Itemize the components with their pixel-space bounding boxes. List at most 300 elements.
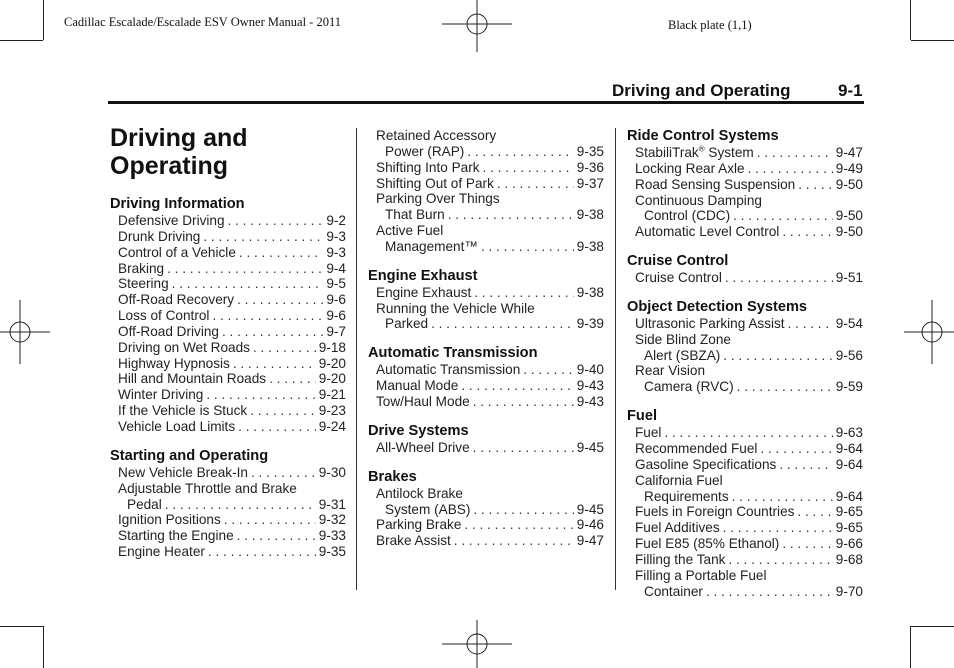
toc-entry-label: Loss of Control (118, 308, 210, 324)
crop-mark-bottom-right (910, 626, 911, 668)
toc-entry (627, 193, 863, 225)
toc-entry-label: Side Blind Zone (635, 331, 731, 347)
toc-section (368, 345, 604, 410)
toc-entry-row (118, 324, 346, 340)
toc-entry-row (635, 520, 863, 536)
toc-page-ref: 9-43 (576, 393, 604, 409)
toc-entry-label: Gasoline Specifications (635, 456, 777, 472)
toc-page-ref: 9-39 (576, 316, 604, 332)
toc-entry (110, 213, 346, 229)
registration-mark-left (0, 300, 50, 364)
toc-page-ref: 9-65 (835, 504, 863, 520)
toc-section (627, 128, 863, 240)
toc-page-ref: 9-2 (326, 213, 346, 228)
toc-entry (110, 465, 346, 481)
leader-dots (497, 176, 574, 192)
toc-entry-label: Driving on Wet Roads (118, 339, 250, 355)
toc-entry-label-cont: Requirements (644, 488, 729, 504)
toc-entry-row (635, 348, 863, 364)
toc-entry (627, 363, 863, 395)
leader-dots (253, 340, 316, 356)
toc-entry-label: If the Vehicle is Stuck (118, 403, 248, 419)
toc-entry-label: Recommended Fuel (635, 440, 758, 456)
toc-entry-row (118, 229, 346, 245)
toc-section-heading: Cruise Control (627, 253, 729, 270)
leader-dots (706, 584, 833, 600)
toc-entry-label: StabiliTrak® System (635, 144, 754, 160)
toc-entry-row (635, 425, 863, 441)
leader-dots (464, 517, 573, 533)
toc-entry-label: Adjustable Throttle and Brake (118, 480, 297, 496)
toc-entry-label: Road Sensing Suspension (635, 176, 796, 192)
page-number: 9-1 (838, 81, 863, 100)
toc-entry (368, 301, 604, 333)
toc-entry-row (118, 245, 346, 261)
toc-entry-row (376, 502, 604, 518)
toc-entry-label: Off-Road Driving (118, 323, 219, 339)
toc-entry-label: Winter Driving (118, 387, 204, 403)
leader-dots (237, 292, 323, 308)
column-divider-2 (615, 128, 616, 590)
crop-mark-top-right-h (911, 40, 954, 41)
toc-entry (627, 473, 863, 505)
toc-entry (627, 520, 863, 536)
toc-page-ref: 9-50 (835, 224, 863, 240)
toc-page-ref: 9-50 (835, 176, 863, 192)
toc-entry (110, 544, 346, 560)
leader-dots (788, 316, 833, 332)
toc-section (368, 423, 604, 456)
toc-column-3 (627, 128, 863, 599)
toc-entry-label: Filling the Tank (635, 551, 726, 567)
toc-entry (110, 261, 346, 277)
toc-section (627, 253, 863, 286)
toc-entry (627, 552, 863, 568)
leader-dots (473, 502, 573, 518)
toc-entry-label: Manual Mode (376, 378, 459, 394)
toc-entry-row (376, 316, 604, 332)
toc-section-heading: Fuel (627, 408, 657, 425)
toc-page-ref: 9-37 (576, 175, 604, 191)
toc-entry-row (118, 465, 346, 481)
toc-page-ref: 9-51 (835, 270, 863, 286)
toc-page-ref: 9-59 (835, 379, 863, 395)
toc-page-ref: 9-65 (835, 520, 863, 536)
toc-entry (110, 229, 346, 245)
leader-dots (797, 504, 832, 520)
leader-dots (782, 224, 832, 240)
toc-page-ref: 9-33 (318, 528, 346, 544)
toc-entry-row (118, 213, 346, 229)
toc-entry (627, 504, 863, 520)
toc-page-ref: 9-38 (576, 207, 604, 223)
crop-mark-top-right (910, 0, 911, 40)
toc-entry (368, 362, 604, 378)
running-header-section: Driving and Operating (612, 81, 791, 100)
toc-entry (627, 441, 863, 457)
leader-dots (467, 144, 573, 160)
toc-entry-row (118, 356, 346, 372)
toc-page-ref: 9-20 (318, 371, 346, 387)
leader-dots (483, 160, 574, 176)
leader-dots (448, 207, 574, 223)
column-divider-1 (356, 128, 357, 590)
toc-entry-label: Fuel Additives (635, 520, 720, 536)
toc-page-ref: 9-64 (835, 488, 863, 504)
toc-entry-label: Automatic Transmission (376, 362, 521, 378)
leader-dots (798, 177, 833, 193)
toc-page-ref: 9-64 (835, 456, 863, 472)
leader-dots (239, 245, 323, 261)
leader-dots (782, 536, 832, 552)
toc-entry (368, 378, 604, 394)
toc-entry (110, 403, 346, 419)
crop-mark-bottom-left (43, 626, 44, 668)
toc-entry-row (376, 440, 604, 456)
toc-page-ref: 9-43 (576, 378, 604, 394)
leader-dots (222, 324, 323, 340)
leader-dots (172, 276, 324, 292)
toc-entry-row (118, 387, 346, 403)
toc-entry-row (376, 533, 604, 549)
toc-column-2 (368, 128, 604, 549)
toc-page-ref: 9-45 (576, 501, 604, 517)
toc-entry (368, 191, 604, 223)
toc-entry (368, 176, 604, 192)
toc-entry (110, 371, 346, 387)
toc-entry (368, 160, 604, 176)
toc-entry (627, 177, 863, 193)
leader-dots (165, 497, 316, 513)
toc-entry (368, 517, 604, 533)
toc-entry-row (118, 261, 346, 277)
toc-entry-label: Tow/Haul Mode (376, 393, 470, 409)
toc-entry-label: Engine Exhaust (376, 284, 472, 300)
toc-entry-row (118, 403, 346, 419)
leader-dots (461, 378, 573, 394)
toc-entry-label-cont: That Burn (385, 207, 445, 223)
leader-dots (454, 533, 574, 549)
toc-page-ref: 9-31 (318, 496, 346, 512)
manual-title: Cadillac Escalade/Escalade ESV Owner Manual - 2011 (64, 15, 341, 29)
toc-entry (627, 316, 863, 332)
leader-dots (251, 465, 316, 481)
toc-page-ref: 9-21 (318, 387, 346, 403)
toc-entry-row (118, 292, 346, 308)
toc-entry-row (376, 394, 604, 410)
registration-mark-right (904, 300, 954, 364)
toc-section-heading: Object Detection Systems (627, 298, 808, 315)
toc-page-ref: 9-20 (318, 355, 346, 371)
toc-section-heading: Drive Systems (368, 422, 469, 439)
toc-section-heading: Brakes (368, 468, 417, 485)
toc-entry-label: Vehicle Load Limits (118, 418, 236, 434)
toc-entry-label: New Vehicle Break-In (118, 464, 248, 480)
toc-section-heading: Engine Exhaust (368, 267, 478, 284)
toc-entry (368, 128, 604, 160)
toc-entry-row (118, 276, 346, 292)
toc-entry (110, 528, 346, 544)
toc-entry (368, 533, 604, 549)
toc-entry-row (118, 528, 346, 544)
toc-entry-label: California Fuel (635, 472, 723, 488)
toc-entry (627, 270, 863, 286)
toc-entry-row (635, 161, 863, 177)
toc-entry-label: Off-Road Recovery (118, 292, 235, 308)
toc-entry-label: Antilock Brake (376, 485, 463, 501)
leader-dots (473, 440, 574, 456)
toc-entry (368, 486, 604, 518)
toc-entry-row (635, 552, 863, 568)
toc-entry-label: Parking Brake (376, 517, 462, 533)
plate-label: Black plate (1,1) (668, 18, 752, 32)
toc-entry-row (118, 308, 346, 324)
toc-entry-label-cont: Pedal (127, 496, 162, 512)
toc-page-ref: 9-38 (576, 238, 604, 254)
leader-dots (725, 270, 833, 286)
toc-page-ref: 9-40 (576, 362, 604, 378)
toc-entry (368, 440, 604, 456)
leader-dots (212, 308, 323, 324)
leader-dots (250, 403, 316, 419)
toc-page-ref: 9-63 (835, 425, 863, 441)
toc-page-ref: 9-6 (326, 308, 346, 324)
toc-entry-label: Ignition Positions (118, 512, 221, 528)
toc-page-ref: 9-54 (835, 315, 863, 331)
toc-entry-label-cont: Management™ (385, 238, 478, 254)
toc-page-ref: 9-45 (576, 439, 604, 455)
toc-section (368, 268, 604, 333)
toc-entry-label: All-Wheel Drive (376, 439, 470, 455)
toc-entry-row (376, 176, 604, 192)
toc-entry-label-cont: Power (RAP) (385, 143, 465, 159)
registration-mark-top (442, 0, 512, 52)
toc-entry-row (635, 208, 863, 224)
leader-dots (737, 379, 833, 395)
toc-entry-label: Fuel E85 (85% Ethanol) (635, 536, 780, 552)
toc-entry (110, 324, 346, 340)
toc-entry-label: Retained Accessory (376, 128, 497, 143)
toc-entry (110, 276, 346, 292)
leader-dots (723, 348, 832, 364)
toc-entry-label-cont: Alert (SBZA) (644, 347, 721, 363)
toc-entry-row (635, 441, 863, 457)
toc-entry (368, 223, 604, 255)
toc-entry-row (635, 177, 863, 193)
leader-dots (224, 512, 316, 528)
toc-entry-row (635, 270, 863, 286)
registered-mark: ® (698, 144, 705, 154)
toc-entry (627, 161, 863, 177)
toc-page-ref: 9-30 (318, 464, 346, 480)
toc-entry-label: Automatic Level Control (635, 224, 780, 240)
toc-page-ref: 9-35 (576, 143, 604, 159)
leader-dots (431, 316, 574, 332)
crop-mark-top-left (43, 0, 44, 40)
leader-dots (203, 229, 323, 245)
toc-entry (627, 425, 863, 441)
toc-page-ref: 9-47 (835, 145, 863, 160)
leader-dots (233, 356, 316, 372)
toc-page-ref: 9-4 (326, 260, 346, 276)
leader-dots (664, 425, 832, 441)
toc-page-ref: 9-68 (835, 551, 863, 567)
toc-entry (368, 285, 604, 301)
toc-entry (110, 356, 346, 372)
toc-entry (627, 145, 863, 161)
toc-entry (627, 332, 863, 364)
toc-entry-label-cont: Container (644, 583, 703, 599)
toc-entry (110, 419, 346, 435)
toc-entry-row (635, 504, 863, 520)
toc-page-ref: 9-32 (318, 512, 346, 528)
toc-column-1 (110, 196, 346, 560)
toc-entry-label-cont: Camera (RVC) (644, 379, 734, 395)
leader-dots (733, 208, 833, 224)
toc-entry (627, 224, 863, 240)
toc-entry (627, 457, 863, 473)
toc-entry-row (376, 285, 604, 301)
toc-section-heading: Ride Control Systems (627, 128, 779, 144)
toc-section (110, 448, 346, 560)
toc-entry-label: Parking Over Things (376, 191, 500, 207)
toc-entry-row (635, 379, 863, 395)
crop-mark-bottom-left-h (0, 626, 43, 627)
toc-entry-label: Hill and Mountain Roads (118, 371, 267, 387)
leader-dots (760, 441, 832, 457)
toc-page-ref: 9-66 (835, 536, 863, 552)
toc-entry (110, 387, 346, 403)
toc-entry-label-cont: Parked (385, 316, 429, 332)
leader-dots (523, 362, 573, 378)
toc-entry-row (376, 517, 604, 533)
toc-page-ref: 9-23 (318, 403, 346, 419)
toc-entry-label: Shifting Out of Park (376, 175, 494, 191)
toc-entry-label: Steering (118, 276, 169, 292)
toc-entry-row (635, 145, 863, 161)
toc-entry-row (376, 362, 604, 378)
crop-mark-top-left-h (0, 40, 43, 41)
toc-page-ref: 9-70 (835, 583, 863, 599)
toc-entry-row (376, 144, 604, 160)
toc-entry (110, 308, 346, 324)
toc-entry-row (635, 224, 863, 240)
toc-entry-row (376, 160, 604, 176)
toc-entry (627, 536, 863, 552)
toc-entry-row (635, 489, 863, 505)
toc-entry-row (118, 371, 346, 387)
toc-page-ref: 9-46 (576, 517, 604, 533)
toc-page-ref: 9-18 (318, 339, 346, 355)
toc-entry-label: Braking (118, 260, 165, 276)
toc-page-ref: 9-50 (835, 208, 863, 224)
toc-entry (110, 512, 346, 528)
toc-entry-label: Fuel (635, 425, 662, 441)
toc-entry-row (118, 419, 346, 435)
toc-entry-row (118, 340, 346, 356)
toc-entry-row (118, 497, 346, 513)
toc-page-ref: 9-36 (576, 159, 604, 175)
leader-dots (728, 552, 832, 568)
leader-dots (228, 213, 324, 229)
toc-entry (627, 568, 863, 600)
toc-entry-row (376, 207, 604, 223)
toc-entry-label: Locking Rear Axle (635, 160, 745, 176)
toc-page-ref: 9-24 (318, 418, 346, 434)
toc-entry-label: Control of a Vehicle (118, 244, 236, 260)
toc-section-heading: Starting and Operating (110, 447, 269, 464)
toc-entry (110, 340, 346, 356)
chapter-title: Driving and Operating (110, 124, 248, 180)
leader-dots (208, 544, 316, 560)
toc-entry-label: Cruise Control (635, 270, 722, 286)
header-rule (108, 101, 864, 104)
toc-entry (110, 292, 346, 308)
leader-dots (238, 419, 316, 435)
toc-entry-row (376, 378, 604, 394)
leader-dots (481, 239, 574, 255)
toc-page-ref: 9-6 (326, 292, 346, 308)
toc-page-ref: 9-3 (326, 244, 346, 260)
toc-entry-label: Brake Assist (376, 533, 451, 549)
toc-entry-row (635, 536, 863, 552)
toc-entry-label: Continuous Damping (635, 192, 762, 208)
leader-dots (206, 387, 315, 403)
toc-entry-row (635, 457, 863, 473)
toc-page-ref: 9-47 (576, 533, 604, 549)
leader-dots (237, 528, 316, 544)
toc-page-ref: 9-38 (576, 284, 604, 300)
toc-entry-row (635, 584, 863, 600)
toc-entry-label: Drunk Driving (118, 228, 201, 244)
registration-mark-bottom (442, 620, 512, 668)
toc-entry-label: Active Fuel (376, 223, 444, 239)
toc-entry-row (376, 239, 604, 255)
toc-entry-label: Shifting Into Park (376, 159, 480, 175)
leader-dots (748, 161, 833, 177)
toc-entry-label: Ultrasonic Parking Assist (635, 315, 785, 331)
leader-dots (723, 520, 833, 536)
toc-page-ref: 9-7 (326, 323, 346, 339)
toc-entry (110, 481, 346, 513)
leader-dots (732, 489, 833, 505)
toc-section (110, 196, 346, 435)
crop-mark-bottom-right-h (911, 626, 954, 627)
leader-dots (779, 457, 832, 473)
toc-page-ref: 9-5 (326, 276, 346, 292)
toc-entry-label: Starting the Engine (118, 528, 234, 544)
toc-entry-label: Fuels in Foreign Countries (635, 504, 795, 520)
toc-entry-label: Rear Vision (635, 363, 706, 379)
toc-page-ref: 9-3 (326, 228, 346, 244)
toc-section (627, 299, 863, 395)
toc-entry-label: Filling a Portable Fuel (635, 567, 767, 583)
toc-entry-row (635, 316, 863, 332)
toc-entry-label: Engine Heater (118, 544, 205, 560)
toc-entry-label: Highway Hypnosis (118, 355, 230, 371)
toc-entry-row (118, 544, 346, 560)
toc-entry-row (118, 512, 346, 528)
leader-dots (473, 394, 574, 410)
toc-page-ref: 9-35 (318, 544, 346, 560)
toc-page-ref: 9-64 (835, 440, 863, 456)
toc-section (368, 469, 604, 549)
toc-entry-label: Defensive Driving (118, 213, 225, 228)
leader-dots (474, 285, 574, 301)
leader-dots (167, 261, 323, 277)
toc-section (627, 408, 863, 599)
toc-entry-label-cont: System (ABS) (385, 501, 471, 517)
